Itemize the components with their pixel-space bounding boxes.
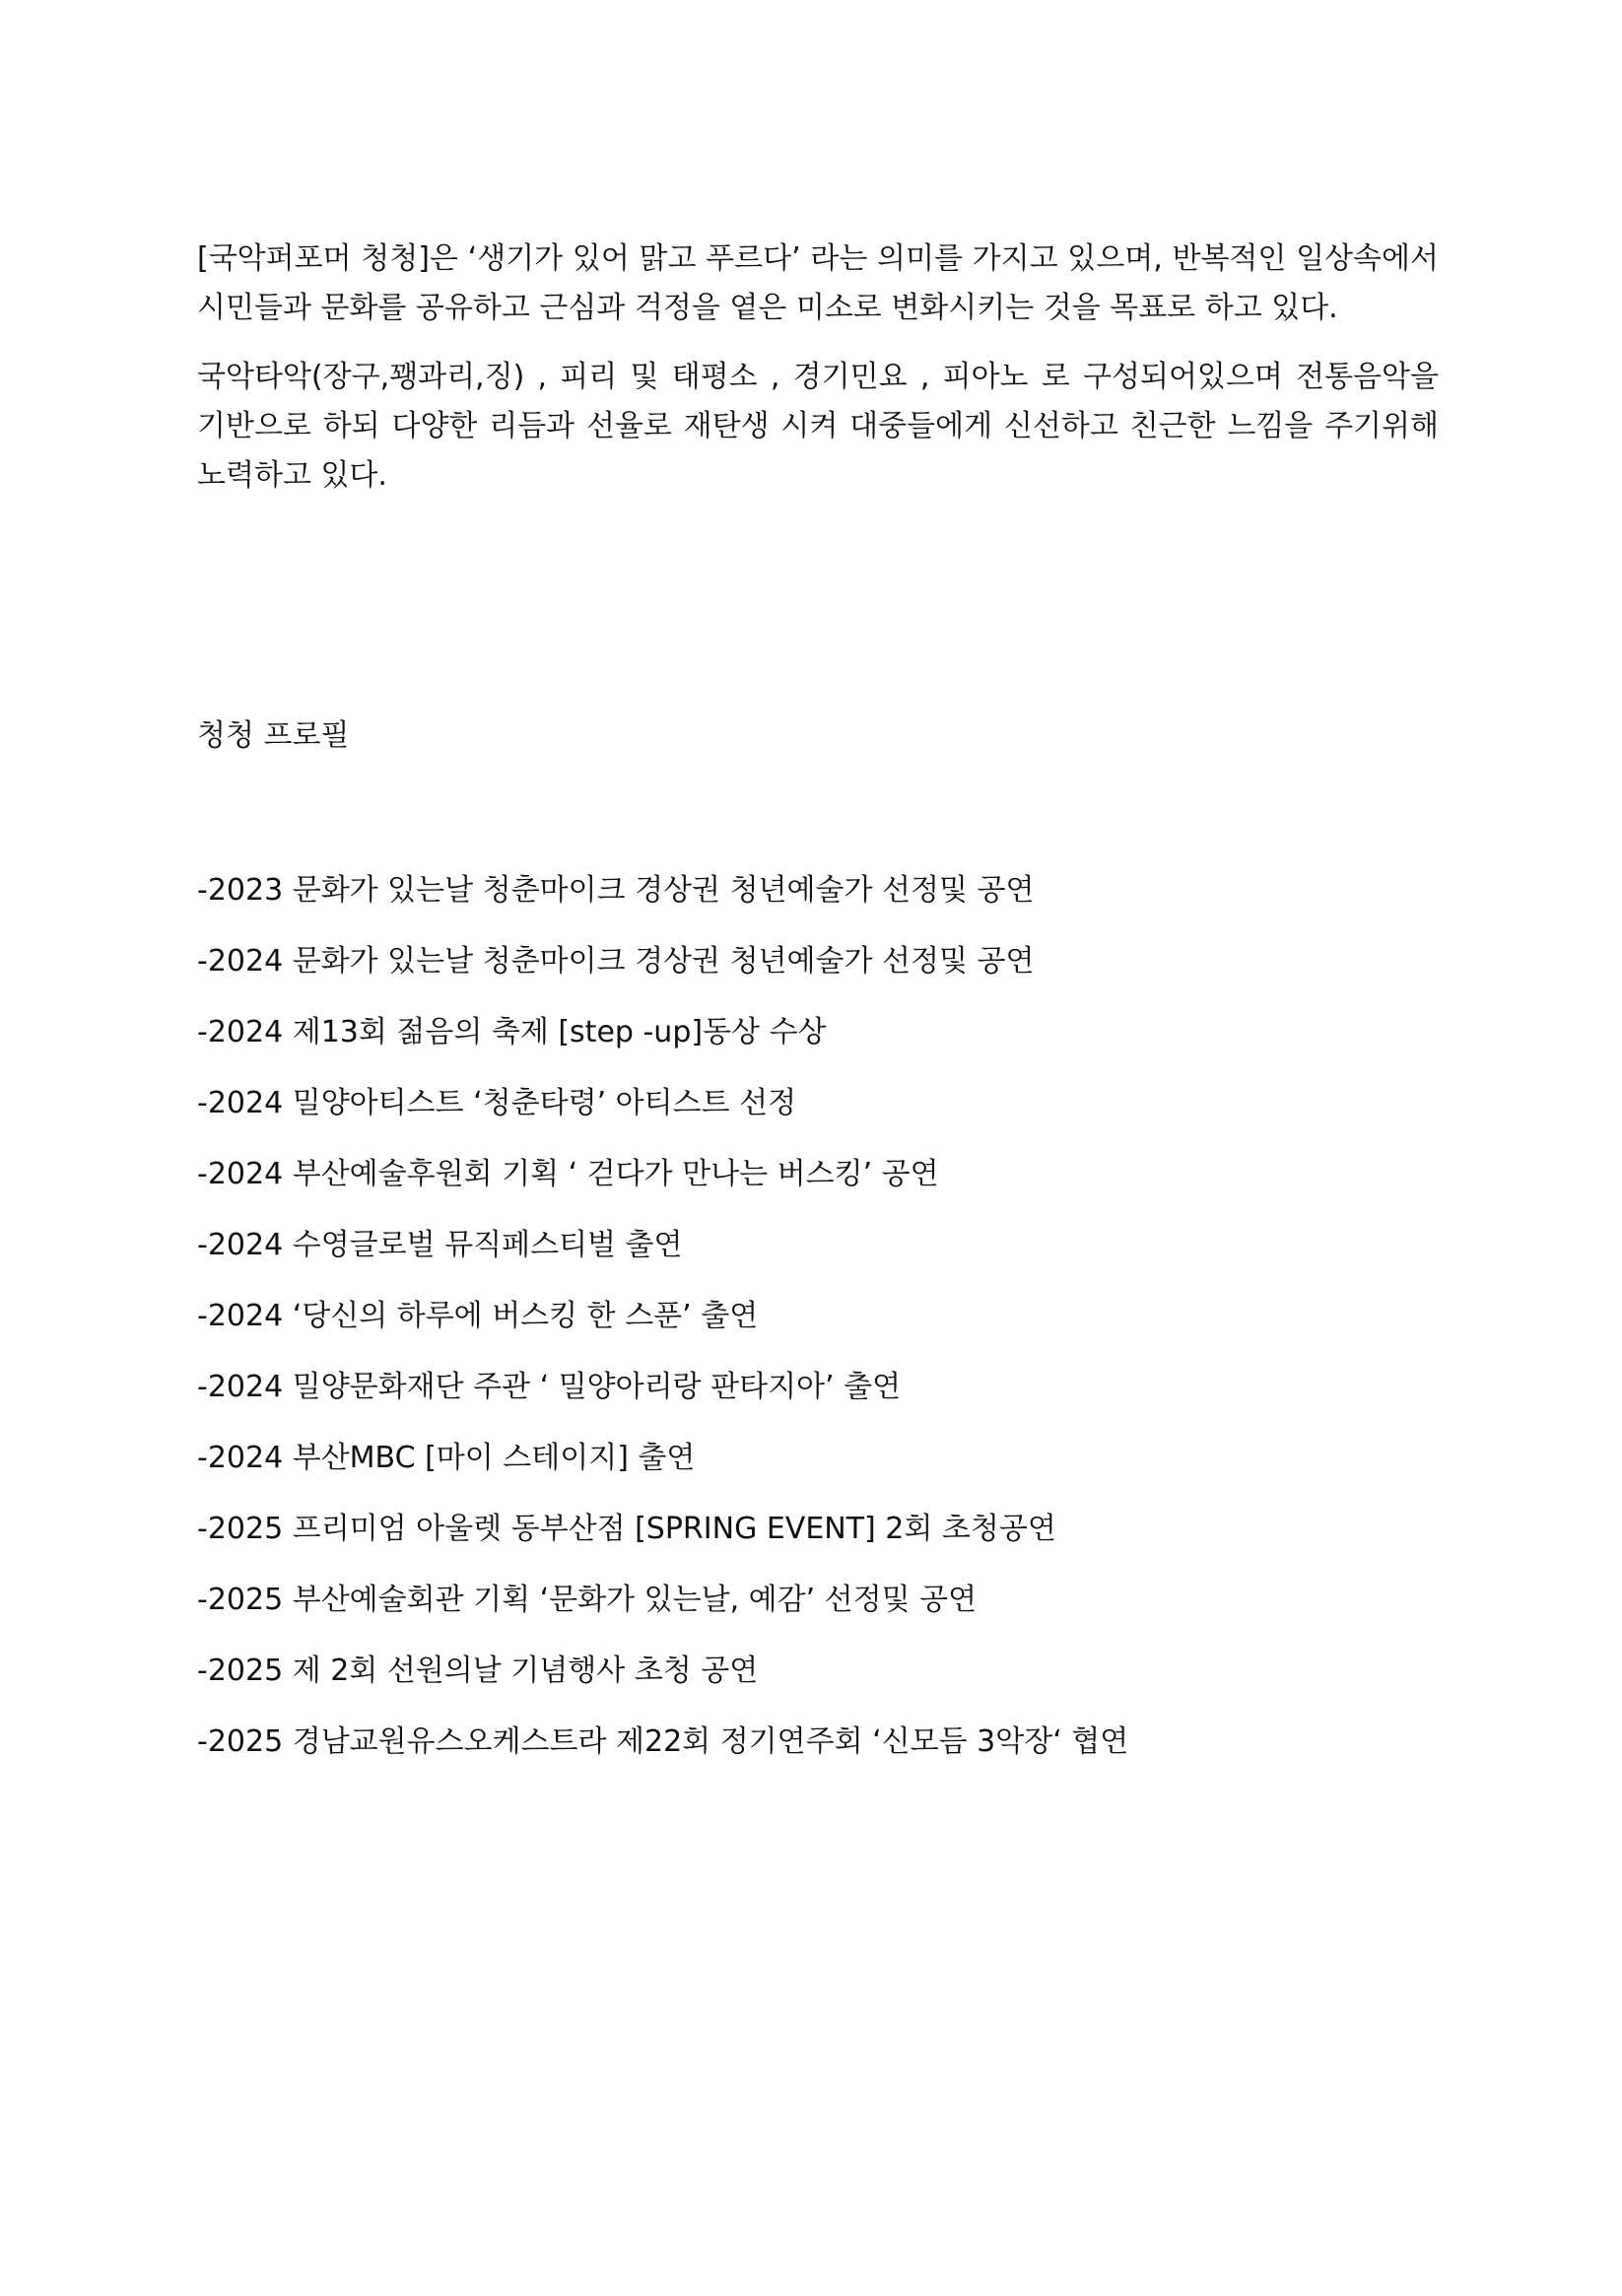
profile-item: -2024 문화가 있는날 청춘마이크 경상권 청년예술가 선정및 공연 [197,944,1035,979]
profile-item: -2025 부산예술회관 기획 ‘문화가 있는날, 예감’ 선정및 공연 [197,1583,978,1617]
profile-title: 청청 프로필 [197,718,350,753]
profile-item: -2024 수영글로벌 뮤직페스티벌 출연 [197,1228,683,1262]
profile-item: -2024 제13회 젊음의 축제 [step -up]동상 수상 [197,1015,827,1049]
intro-paragraph-1: [국악퍼포머 청청]은 ‘생기가 있어 맑고 푸르다’ 라는 의미를 가지고 있으며, 반복적인 일상속에서 시민들과 문화를 공유하고 근심과 걱정을 옅은 미소로 변화시키는 것을 목표로 하고 있다. [197,241,1439,325]
profile-item: -2024 부산예술후원회 기획 ‘ 걷다가 만나는 버스킹’ 공연 [197,1157,939,1191]
profile-item: -2025 경남교원유스오케스트라 제22회 정기연주회 ‘신모듬 3악장‘ 협연 [197,1724,1129,1759]
intro-section [197,235,1439,501]
profile-item: -2025 제 2회 선원의날 기념행사 초청 공연 [197,1654,759,1688]
profile-item: -2024 ‘당신의 하루에 버스킹 한 스푼’ 출연 [197,1299,759,1333]
profile-list [197,855,1439,1778]
intro-paragraph-2: 국악타악(장구,꽹과리,징) , 피리 및 태평소 , 경기민요 , 피아노 로 구성되어있으며 전통음악을 기반으로 하되 다양한 리듬과 선율로 재탄생 시켜 대중들에게 신선하고 친근한 느낌을 주기위해 노력하고 있다. [197,360,1439,493]
profile-item: -2024 부산MBC [마이 스테이지] 출연 [197,1441,696,1475]
profile-item: -2023 문화가 있는날 청춘마이크 경상권 청년예술가 선정및 공연 [197,873,1035,908]
profile-item: -2025 프리미엄 아울렛 동부산점 [SPRING EVENT] 2회 초청공연 [197,1512,1056,1546]
profile-item: -2024 밀양아티스트 ‘청춘타령’ 아티스트 선정 [197,1086,797,1120]
profile-item: -2024 밀양문화재단 주관 ‘ 밀양아리랑 판타지아’ 출연 [197,1370,902,1404]
